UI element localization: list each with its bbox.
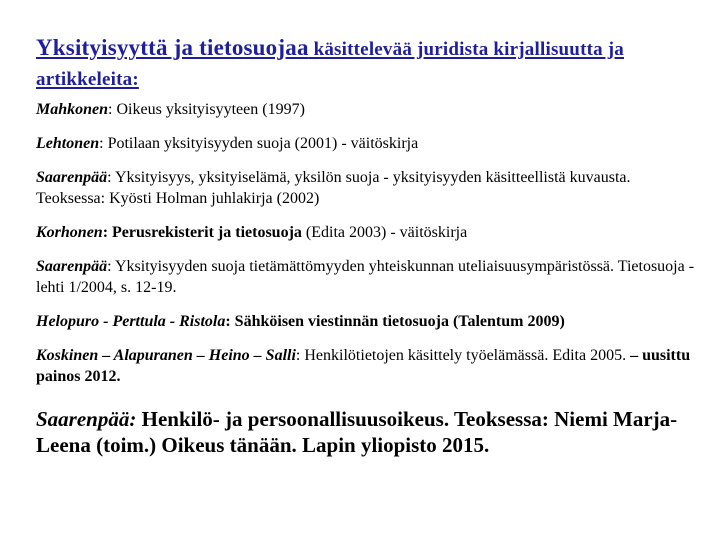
reference-author: Mahkonen [36,101,109,118]
reference-separator: : [295,347,301,364]
reference-text: Yksityisyys, yksityiselämä, yksilön suoja - yksityisyyden käsitteellistä kuvausta. Teoksessa: Kyösti Holman juhlakirja (2002) [36,169,631,207]
reference-text: Henkilötietojen käsittely työelämässä. Edita 2005. [300,347,631,364]
reference-bold-text: – uusittu painos 2012. [36,347,691,385]
reference-item [36,133,696,167]
reference-item [36,99,696,133]
reference-author: Lehtonen [36,135,100,152]
reference-separator: : [107,258,112,275]
reference-item [36,400,696,471]
reference-text-after: (Edita 2003) - väitöskirja [301,224,468,241]
reference-item [36,345,696,400]
reference-author: Saarenpää [36,169,108,186]
title-main: Yksityisyyttä ja tietosuojaa [36,35,309,60]
reference-author: Koskinen – Alapuranen – Heino – Salli [36,347,296,364]
reference-bold-text: Perusrekisterit ja tietosuoja [112,224,302,241]
reference-separator: : [102,224,109,241]
reference-separator: : [99,135,104,152]
reference-author: Saarenpää: [36,407,137,431]
reference-item [36,167,696,222]
reference-author: Helopuro - Perttula - Ristola [36,313,226,330]
reference-separator: : [107,169,112,186]
reference-text: Yksityisyyden suoja tietämättömyyden yhteiskunnan uteliaisuusympäristössä. Tietosuoja -lehti 1/2004, s. 12-19. [36,258,695,296]
reference-bold-text: Sähköisen viestinnän tietosuoja (Talentum 2009) [230,313,565,330]
reference-separator: : [108,101,113,118]
reference-item [36,311,696,345]
reference-bold-text: Henkilö- ja persoonallisuusoikeus. Teoksessa: Niemi Marja-Leena (toim.) Oikeus tänään. Lapin yliopisto 2015. [36,407,678,457]
reference-list [36,99,696,471]
reference-item [36,222,696,256]
page-title [36,34,696,94]
reference-author: Saarenpää [36,258,108,275]
reference-separator: : [225,313,231,330]
reference-text: Potilaan yksityisyyden suoja (2001) - väitöskirja [103,135,419,152]
reference-item [36,256,696,311]
reference-text: Oikeus yksityisyyteen (1997) [112,101,305,118]
reference-author: Korhonen [36,224,103,241]
title-rest: käsittelevää juridista kirjallisuutta ja artikkeleita: [36,39,625,90]
